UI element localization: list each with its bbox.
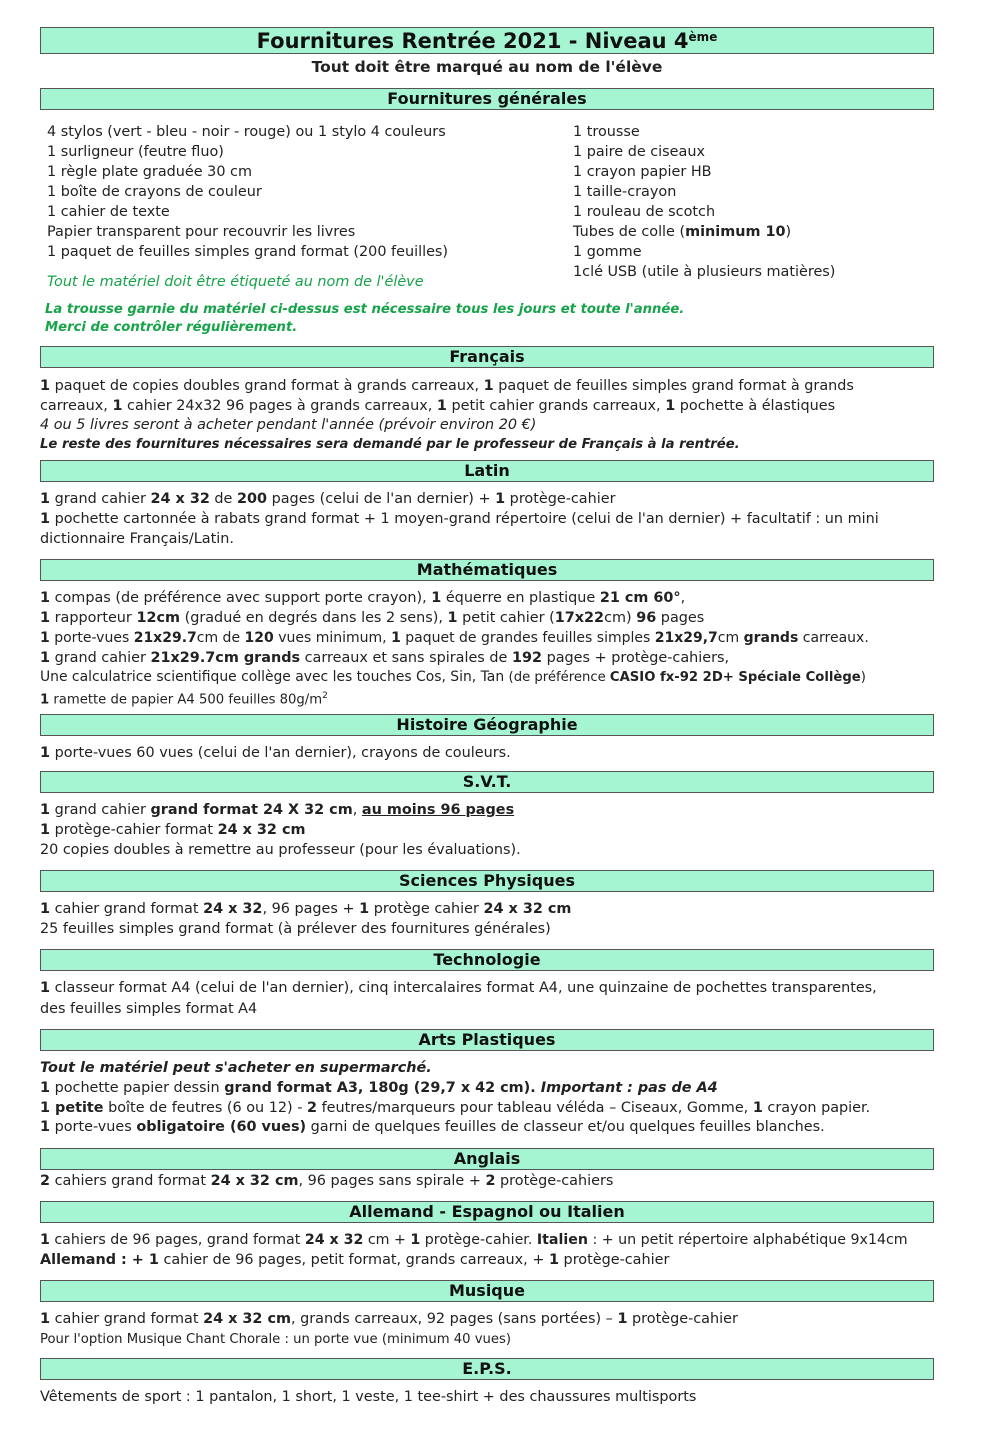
histoire-line-1: 1 porte-vues 60 vues (celui de l'an dernier), crayons de couleurs. bbox=[40, 745, 511, 761]
eps-line-1: Vêtements de sport : 1 pantalon, 1 short, 1 veste, 1 tee-shirt + des chaussures multisports bbox=[40, 1389, 697, 1405]
arts-line-3: 1 petite boîte de feutres (6 ou 12) - 2 feutres/marqueurs pour tableau véléda – Ciseaux, Gomme, 1 crayon papier. bbox=[40, 1100, 871, 1116]
list-item: 1 paquet de feuilles simples grand format (200 feuilles) bbox=[47, 244, 449, 260]
section-heading-histoire: Histoire Géographie bbox=[40, 714, 934, 736]
francais-line-1: 1 paquet de copies doubles grand format à grands carreaux, 1 paquet de feuilles simples grand format à grands bbox=[40, 378, 854, 394]
maths-line-3: 1 porte-vues 21x29.7cm de 120 vues minimum, 1 paquet de grandes feuilles simples 21x29,7cm grands carreaux. bbox=[40, 630, 869, 646]
section-heading-maths: Mathématiques bbox=[40, 559, 934, 581]
section-heading-latin: Latin bbox=[40, 460, 934, 482]
section-heading-langues: Allemand - Espagnol ou Italien bbox=[40, 1201, 934, 1223]
list-item: 1 paire de ciseaux bbox=[573, 144, 705, 160]
arts-line-4: 1 porte-vues obligatoire (60 vues) garni de quelques feuilles de classeur et/ou quelques feuilles blanches. bbox=[40, 1119, 825, 1135]
maths-line-5: Une calculatrice scientifique collège avec les touches Cos, Sin, Tan (de préférence CASIO fx-92 2D+ Spéciale Collège) bbox=[40, 669, 866, 685]
arts-line-1: Tout le matériel peut s'acheter en supermarché. bbox=[40, 1060, 432, 1076]
list-item: 1 crayon papier HB bbox=[573, 164, 712, 180]
maths-line-4: 1 grand cahier 21x29.7cm grands carreaux et sans spirales de 192 pages + protège-cahiers, bbox=[40, 650, 730, 666]
list-item: 1 trousse bbox=[573, 124, 640, 140]
list-item: 1 taille-crayon bbox=[573, 184, 677, 200]
svt-line-3: 20 copies doubles à remettre au professeur (pour les évaluations). bbox=[40, 842, 521, 858]
francais-line-2: carreaux, 1 cahier 24x32 96 pages à grands carreaux, 1 petit cahier grands carreaux, 1 pochette à élastiques bbox=[40, 398, 836, 414]
maths-line-6: 1 ramette de papier A4 500 feuilles $80g/m^2$ bbox=[40, 691, 328, 708]
section-heading-techno: Technologie bbox=[40, 949, 934, 971]
section-heading-eps: E.P.S. bbox=[40, 1358, 934, 1380]
langues-line-2: Allemand : + 1 cahier de 96 pages, petit format, grands carreaux, + 1 protège-cahier bbox=[40, 1252, 670, 1268]
maths-line-2: 1 rapporteur 12cm (gradué en degrés dans les 2 sens), 1 petit cahier (17x22cm) 96 pages bbox=[40, 610, 705, 626]
francais-line-4: Le reste des fournitures nécessaires sera demandé par le professeur de Français à la rentrée. bbox=[40, 437, 740, 452]
francais-line-3: 4 ou 5 livres seront à acheter pendant l'année (prévoir environ 20 €) bbox=[40, 417, 537, 433]
svt-line-1: 1 grand cahier grand format 24 X 32 cm, au moins 96 pages bbox=[40, 802, 515, 818]
arts-line-2: 1 pochette papier dessin grand format A3, 180g (29,7 x 42 cm). Important : pas de A4 bbox=[40, 1080, 718, 1096]
list-item: 1 règle plate graduée 30 cm bbox=[47, 164, 252, 180]
list-item: Tubes de colle (minimum 10) bbox=[573, 224, 792, 240]
anglais-line-1: 2 cahiers grand format 24 x 32 cm, 96 pages sans spirale + 2 protège-cahiers bbox=[40, 1173, 614, 1189]
physique-line-2: 25 feuilles simples grand format (à prélever des fournitures générales) bbox=[40, 921, 551, 937]
list-item: 1 cahier de texte bbox=[47, 204, 170, 220]
list-item: 1 boîte de crayons de couleur bbox=[47, 184, 262, 200]
list-item: 1 rouleau de scotch bbox=[573, 204, 716, 220]
latin-line-3: dictionnaire Français/Latin. bbox=[40, 531, 234, 547]
physique-line-1: 1 cahier grand format 24 x 32, 96 pages + 1 protège cahier 24 x 32 cm bbox=[40, 901, 572, 917]
section-heading-physique: Sciences Physiques bbox=[40, 870, 934, 892]
techno-line-2: des feuilles simples format A4 bbox=[40, 1001, 258, 1017]
list-item: 4 stylos (vert - bleu - noir - rouge) ou 1 stylo 4 couleurs bbox=[47, 124, 446, 140]
general-note-2: Merci de contrôler régulièrement. bbox=[45, 320, 298, 335]
list-item: Papier transparent pour recouvrir les livres bbox=[47, 224, 356, 240]
musique-line-2: Pour l'option Musique Chant Chorale : un porte vue (minimum 40 vues) bbox=[40, 1332, 512, 1347]
musique-line-1: 1 cahier grand format 24 x 32 cm, grands carreaux, 92 pages (sans portées) – 1 protège-cahier bbox=[40, 1311, 738, 1327]
latin-line-2: 1 pochette cartonnée à rabats grand format + 1 moyen-grand répertoire (celui de l'an dernier) + facultatif : un mini bbox=[40, 511, 879, 527]
maths-line-1: 1 compas (de préférence avec support porte crayon), 1 équerre en plastique 21 cm 60°, bbox=[40, 590, 686, 606]
section-heading-general: Fournitures générales bbox=[40, 88, 934, 110]
section-heading-arts: Arts Plastiques bbox=[40, 1029, 934, 1051]
techno-line-1: 1 classeur format A4 (celui de l'an dernier), cinq intercalaires format A4, une quinzaine de pochettes transparentes, bbox=[40, 980, 877, 996]
section-heading-anglais: Anglais bbox=[40, 1148, 934, 1170]
subtitle: Tout doit être marqué au nom de l'élève bbox=[311, 58, 663, 76]
list-item: 1 surligneur (feutre fluo) bbox=[47, 144, 224, 160]
svt-line-2: 1 protège-cahier format 24 x 32 cm bbox=[40, 822, 306, 838]
section-heading-francais: Français bbox=[40, 346, 934, 368]
page-title: Fournitures Rentrée 2021 - Niveau 4ème bbox=[40, 27, 934, 54]
label-note: Tout le matériel doit être étiqueté au nom de l'élève bbox=[47, 274, 424, 290]
langues-line-1: 1 cahiers de 96 pages, grand format 24 x 32 cm + 1 protège-cahier. Italien : + un petit répertoire alphabétique 9x14cm bbox=[40, 1232, 908, 1248]
general-note-1: La trousse garnie du matériel ci-dessus est nécessaire tous les jours et toute l'année. bbox=[45, 302, 685, 317]
list-item: 1 gomme bbox=[573, 244, 642, 260]
list-item: 1clé USB (utile à plusieurs matières) bbox=[573, 264, 836, 280]
section-heading-musique: Musique bbox=[40, 1280, 934, 1302]
latin-line-1: 1 grand cahier 24 x 32 de 200 pages (celui de l'an dernier) + 1 protège-cahier bbox=[40, 491, 616, 507]
section-heading-svt: S.V.T. bbox=[40, 771, 934, 793]
